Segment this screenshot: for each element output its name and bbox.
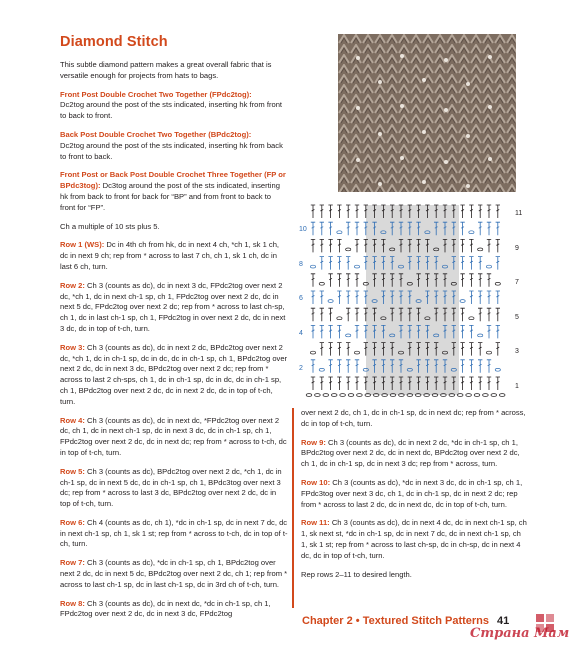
terms-list bbox=[60, 90, 288, 214]
dc-stitch-symbol bbox=[460, 325, 464, 338]
right-column bbox=[301, 408, 529, 588]
dc-stitch-symbol bbox=[328, 239, 332, 252]
intro-paragraph: This subtle diamond pattern makes a great overall fabric that is versatile enough for projects from hats to bags. bbox=[60, 60, 272, 80]
dc-stitch-symbol bbox=[496, 377, 500, 390]
row-text: Dc in 4th ch from hk, dc in next 4 ch, *ch 1, sk 1 ch, dc in next 9 ch; rep from * across to last 7 ch, ch 1, sk 1 ch, dc in last 6 ch, turn. bbox=[60, 240, 280, 271]
dc-stitch-symbol bbox=[311, 274, 315, 287]
swatch-texture bbox=[338, 34, 516, 192]
chain-symbol bbox=[310, 351, 315, 354]
dc-stitch-symbol bbox=[469, 257, 473, 270]
chain-symbol bbox=[337, 317, 342, 320]
row-number-left: 10 bbox=[299, 226, 307, 233]
row-number-right: 7 bbox=[515, 279, 519, 286]
row-instruction bbox=[60, 467, 288, 510]
dc-stitch-symbol bbox=[346, 343, 350, 356]
row-number-right: 1 bbox=[515, 383, 519, 390]
stitch-chart-svg bbox=[293, 200, 531, 400]
dc-stitch-symbol bbox=[311, 308, 315, 321]
dc-stitch-symbol bbox=[487, 239, 491, 252]
page-title: Diamond Stitch bbox=[60, 34, 168, 50]
dc-stitch-symbol bbox=[478, 291, 482, 304]
dc-stitch-symbol bbox=[487, 308, 491, 321]
dc-stitch-symbol bbox=[478, 308, 482, 321]
dc-stitch-symbol bbox=[355, 360, 359, 373]
row-instruction bbox=[60, 558, 288, 590]
dc-stitch-symbol bbox=[320, 291, 324, 304]
chain-symbol bbox=[357, 394, 363, 397]
chain-symbol bbox=[469, 231, 474, 234]
chain-symbol bbox=[306, 394, 312, 397]
dc-stitch-symbol bbox=[355, 291, 359, 304]
row-text: Ch 3 (counts as dc), *dc in next 3 dc, dc in ch-1 sp, ch 1, FPdc3tog over next 3 dc, ch 1, dc in ch-1 sp, dc in next 2 dc; rep from * across to last 2 dc, dc in next dc, dc in top of t-ch, turn. bbox=[301, 477, 523, 509]
dc-stitch-symbol bbox=[355, 205, 359, 218]
dc-stitch-symbol bbox=[337, 325, 341, 338]
chain-symbol bbox=[340, 394, 346, 397]
row-label: Row 10: bbox=[301, 477, 331, 487]
dc-stitch-symbol bbox=[311, 360, 315, 373]
dc-stitch-symbol bbox=[460, 308, 464, 321]
dc-stitch-symbol bbox=[355, 222, 359, 235]
dc-stitch-symbol bbox=[496, 308, 500, 321]
dc-stitch-symbol bbox=[320, 239, 324, 252]
row-instruction bbox=[60, 416, 288, 459]
chain-symbol bbox=[319, 282, 324, 285]
row-number-left: 6 bbox=[299, 295, 303, 302]
dc-stitch-symbol bbox=[320, 377, 324, 390]
dc-stitch-symbol bbox=[328, 222, 332, 235]
dc-stitch-symbol bbox=[337, 377, 341, 390]
term-desc: Dc3tog around the post of the sts indicated, inserting hk from back to front for back for “BP” and from front to back to front for “FP”. bbox=[60, 181, 280, 212]
term-name: Front Post or Back Post Double Crochet Three Together (FP or BPdc3tog): bbox=[60, 170, 286, 191]
chain-symbol bbox=[486, 351, 491, 354]
dc-stitch-symbol bbox=[496, 343, 500, 356]
row-label: Row 6: bbox=[60, 517, 85, 527]
dc-stitch-symbol bbox=[355, 239, 359, 252]
dc-stitch-symbol bbox=[496, 291, 500, 304]
chain-symbol bbox=[491, 394, 497, 397]
dc-stitch-symbol bbox=[337, 257, 341, 270]
row-instruction bbox=[301, 438, 529, 470]
dc-stitch-symbol bbox=[320, 325, 324, 338]
chain-symbol bbox=[354, 351, 359, 354]
dc-stitch-symbol bbox=[487, 222, 491, 235]
chain-symbol bbox=[495, 368, 500, 371]
row-label: Row 3: bbox=[60, 342, 85, 352]
dc-stitch-symbol bbox=[478, 343, 482, 356]
dc-stitch-symbol bbox=[355, 377, 359, 390]
row-label: Row 9: bbox=[301, 437, 326, 447]
chain-symbol bbox=[478, 248, 483, 251]
dc-stitch-symbol bbox=[346, 257, 350, 270]
row-number-right: 5 bbox=[515, 314, 519, 321]
dc-stitch-symbol bbox=[311, 377, 315, 390]
chain-symbol bbox=[337, 231, 342, 234]
dc-stitch-symbol bbox=[337, 205, 341, 218]
chain-symbol bbox=[495, 282, 500, 285]
term-name: Back Post Double Crochet Two Together (BPdc2tog): bbox=[60, 129, 252, 139]
dc-stitch-symbol bbox=[469, 205, 473, 218]
dc-stitch-symbol bbox=[328, 325, 332, 338]
row-label: Row 2: bbox=[60, 280, 85, 290]
dc-stitch-symbol bbox=[487, 360, 491, 373]
dc-stitch-symbol bbox=[320, 257, 324, 270]
dc-stitch-symbol bbox=[337, 274, 341, 287]
dc-stitch-symbol bbox=[469, 343, 473, 356]
row-instruction bbox=[301, 518, 529, 561]
row-label: Row 7: bbox=[60, 558, 85, 568]
dc-stitch-symbol bbox=[469, 360, 473, 373]
chain-symbol bbox=[478, 334, 483, 337]
dc-stitch-symbol bbox=[469, 377, 473, 390]
dc-stitch-symbol bbox=[478, 274, 482, 287]
dc-stitch-symbol bbox=[320, 343, 324, 356]
dc-stitch-symbol bbox=[355, 325, 359, 338]
row-number-right: 11 bbox=[515, 210, 523, 217]
dc-stitch-symbol bbox=[460, 360, 464, 373]
dc-stitch-symbol bbox=[469, 274, 473, 287]
dc-stitch-symbol bbox=[460, 239, 464, 252]
row-text: Ch 3 (counts as dc), dc in next 4 dc, dc in next ch-1 sp, ch 1, sk next st, *dc in ch-1 sp, dc in next 7 dc, dc in next ch-1 sp, ch 1, sk 1 st; rep from * across to last ch-sp, dc in ch-sp, dc in next 4 dc, dc in top of t-ch, turn. bbox=[301, 518, 527, 560]
dc-stitch-symbol bbox=[328, 205, 332, 218]
dc-stitch-symbol bbox=[320, 205, 324, 218]
dc-stitch-symbol bbox=[346, 377, 350, 390]
row-number-left: 4 bbox=[299, 330, 303, 337]
dc-stitch-symbol bbox=[478, 360, 482, 373]
dc-stitch-symbol bbox=[478, 257, 482, 270]
dc-stitch-symbol bbox=[311, 325, 315, 338]
dc-stitch-symbol bbox=[478, 222, 482, 235]
term-fpdc2tog bbox=[60, 90, 288, 122]
dc-stitch-symbol bbox=[337, 291, 341, 304]
row-text: Ch 3 (counts as dc), dc in next 2 dc, *dc in ch-1 sp, ch 1, BPdc2tog over next 2 dc, dc in next dc, BPdc2tog over next 2 dc, ch 1, dc in ch-1 sp, dc in next 3 dc; rep from * across, turn. bbox=[301, 437, 520, 469]
chain-symbol bbox=[346, 334, 351, 337]
row-text: Ch 3 (counts as dc), dc in next dc, *dc in ch-1 sp, ch 1, FPdc2tog over next 2 dc, dc in next 3 dc, FPdc2tog bbox=[60, 598, 271, 619]
row-instruction bbox=[60, 599, 288, 621]
stitch-swatch-photo bbox=[338, 34, 516, 192]
row-instruction bbox=[60, 240, 288, 272]
multiple-note: Ch a multiple of 10 sts plus 5. bbox=[60, 221, 160, 231]
dc-stitch-symbol bbox=[311, 205, 315, 218]
dc-stitch-symbol bbox=[346, 308, 350, 321]
dc-stitch-symbol bbox=[460, 343, 464, 356]
row-text: over next 2 dc, ch 1, dc in ch-1 sp, dc in next dc; rep from * across, dc in top of t-ch, turn. bbox=[301, 408, 526, 428]
row-label: Row 5: bbox=[60, 466, 85, 476]
chain-symbol bbox=[483, 394, 489, 397]
chain-symbol bbox=[319, 368, 324, 371]
row-text: Rep rows 2–11 to desired length. bbox=[301, 569, 412, 579]
dc-stitch-symbol bbox=[487, 377, 491, 390]
stitch-chart bbox=[293, 200, 531, 400]
dc-stitch-symbol bbox=[496, 239, 500, 252]
dc-stitch-symbol bbox=[478, 377, 482, 390]
dc-stitch-symbol bbox=[496, 325, 500, 338]
chain-symbol bbox=[466, 394, 472, 397]
dc-stitch-symbol bbox=[487, 274, 491, 287]
dc-stitch-symbol bbox=[337, 343, 341, 356]
dc-stitch-symbol bbox=[311, 222, 315, 235]
dc-stitch-symbol bbox=[320, 222, 324, 235]
dc-stitch-symbol bbox=[311, 291, 315, 304]
left-column bbox=[60, 34, 288, 628]
row-text: Ch 3 (counts as dc), dc in next 3 dc, FPdc2tog over next 2 dc, *ch 1, dc in next ch-1 sp, ch 1, FPdc2tog over next 2 dc, dc in next 5 dc, FPdc2tog over next 2 dc; rep from * across to last ch-sp, ch 1, dc in last ch-1 sp, ch 1, FPdc2tog in over next 2 dc, dc in next 3 dc, dc in top of t-ch, turn. bbox=[60, 280, 286, 333]
dc-stitch-symbol bbox=[346, 291, 350, 304]
dc-stitch-symbol bbox=[469, 239, 473, 252]
dc-stitch-symbol bbox=[346, 222, 350, 235]
row-number-right: 3 bbox=[515, 348, 519, 355]
column-rule bbox=[292, 408, 294, 608]
dc-stitch-symbol bbox=[328, 308, 332, 321]
chain-symbol bbox=[323, 394, 329, 397]
dc-stitch-symbol bbox=[496, 222, 500, 235]
row-instruction bbox=[301, 478, 529, 510]
row-instruction bbox=[60, 281, 288, 335]
row-instruction bbox=[60, 518, 288, 550]
term-bpdc2tog bbox=[60, 130, 288, 162]
row-text: Ch 3 (counts as dc), dc in next dc, *FPdc2tog over next 2 dc, ch 1, dc in next ch-1 sp, dc in next 3 dc, dc in ch-1 sp, ch 1, FPdc2tog over next 2 dc, dc in next dc; rep from * across to t-ch, dc in top of t-ch, turn. bbox=[60, 415, 287, 457]
dc-stitch-symbol bbox=[469, 325, 473, 338]
dc-stitch-symbol bbox=[346, 360, 350, 373]
dc-stitch-symbol bbox=[337, 360, 341, 373]
row-text: Ch 3 (counts as dc), *dc in ch-1 sp, ch 1, BPdc2tog over next 2 dc, dc in next 5 dc, BPdc2tog over next 2 dc, ch 1; rep from * across to last ch-1 sp, dc in last ch-1 sp, dc in 3rd ch of t-ch, turn. bbox=[60, 558, 288, 589]
dc-stitch-symbol bbox=[328, 360, 332, 373]
dc-stitch-symbol bbox=[328, 274, 332, 287]
chain-symbol bbox=[346, 248, 351, 251]
dc-stitch-symbol bbox=[496, 205, 500, 218]
term-desc: Dc2tog around the post of the sts indicated, inserting hk from front to back to front. bbox=[60, 100, 283, 121]
dc-stitch-symbol bbox=[337, 239, 341, 252]
dc-stitch-symbol bbox=[487, 325, 491, 338]
term-desc: Dc2tog around the post of the sts indicated, inserting hk from back to front to back. bbox=[60, 140, 283, 161]
chain-symbol bbox=[310, 265, 315, 268]
dc-stitch-symbol bbox=[460, 205, 464, 218]
row-instruction bbox=[60, 343, 288, 408]
dc-stitch-symbol bbox=[311, 239, 315, 252]
row-label: Row 8: bbox=[60, 598, 85, 608]
chain-symbol bbox=[499, 394, 505, 397]
row-number-right: 9 bbox=[515, 245, 519, 252]
row-instruction bbox=[301, 408, 529, 430]
dc-stitch-symbol bbox=[460, 274, 464, 287]
dc-stitch-symbol bbox=[460, 377, 464, 390]
chain-symbol bbox=[460, 300, 465, 303]
dc-stitch-symbol bbox=[355, 308, 359, 321]
dc-stitch-symbol bbox=[328, 377, 332, 390]
chain-symbol bbox=[469, 317, 474, 320]
chain-symbol bbox=[354, 265, 359, 268]
row-label: Row 4: bbox=[60, 415, 85, 425]
dc-stitch-symbol bbox=[487, 291, 491, 304]
dc-stitch-symbol bbox=[346, 205, 350, 218]
chapter-title: Chapter 2 • Textured Stitch Patterns bbox=[302, 615, 490, 627]
dc-stitch-symbol bbox=[460, 257, 464, 270]
dc-stitch-symbol bbox=[328, 343, 332, 356]
dc-stitch-symbol bbox=[328, 257, 332, 270]
chain-symbol bbox=[328, 300, 333, 303]
repeat-note bbox=[301, 570, 529, 581]
chain-symbol bbox=[315, 394, 321, 397]
row-number-left: 8 bbox=[299, 261, 303, 268]
chain-symbol bbox=[348, 394, 354, 397]
watermark-text: Страна Мам bbox=[470, 626, 570, 641]
row-label: Row 1 (WS): bbox=[60, 240, 105, 250]
dc-stitch-symbol bbox=[496, 257, 500, 270]
dc-stitch-symbol bbox=[478, 205, 482, 218]
row-instructions bbox=[60, 240, 288, 620]
chain-symbol bbox=[486, 265, 491, 268]
row-text: Ch 3 (counts as dc), dc in next 2 dc, BPdc2tog over next 2 dc, *ch 1, dc in ch-1 sp, dc in dc, dc in ch-1 sp, ch 1, BPdc2tog over next 2 dc, dc in next 3 dc, BPdc2tog over next 2 dc; rep from * across to last 2 ch-sps, ch 1, dc in ch-1 sp, dc in dc, dc in ch-1 sp, ch 1, BPdc2tog over next 2 dc, dc in next 2 dc, dc in top of t-ch, turn. bbox=[60, 342, 288, 406]
page-number: 41 bbox=[497, 615, 510, 627]
dc-stitch-symbol bbox=[320, 308, 324, 321]
dc-stitch-symbol bbox=[469, 291, 473, 304]
dc-stitch-symbol bbox=[346, 274, 350, 287]
row-number-left: 2 bbox=[299, 365, 303, 372]
term-name: Front Post Double Crochet Two Together (FPdc2tog): bbox=[60, 89, 252, 99]
row-label: Row 11: bbox=[301, 518, 330, 528]
term-dc3tog bbox=[60, 170, 288, 213]
dc-stitch-symbol bbox=[487, 205, 491, 218]
chain-symbol bbox=[474, 394, 480, 397]
dc-stitch-symbol bbox=[460, 222, 464, 235]
row-text: Ch 3 (counts as dc), BPdc2tog over next 2 dc, *ch 1, dc in ch-1 sp, dc in next 5 dc, dc in ch-1 sp, ch 1, BPdc3tog over next 3 dc; rep from * across to last 3 dc, BPdc2tog over next 2 dc, dc in top of t-ch, turn. bbox=[60, 466, 282, 509]
row-text: Ch 4 (counts as dc, ch 1), *dc in ch-1 sp, dc in next 7 dc, dc in next ch-1 sp, ch 1, sk 1 st; rep from * across to t-ch, dc in top of t-ch, turn. bbox=[60, 517, 288, 549]
chain-symbol bbox=[331, 394, 337, 397]
dc-stitch-symbol bbox=[355, 274, 359, 287]
